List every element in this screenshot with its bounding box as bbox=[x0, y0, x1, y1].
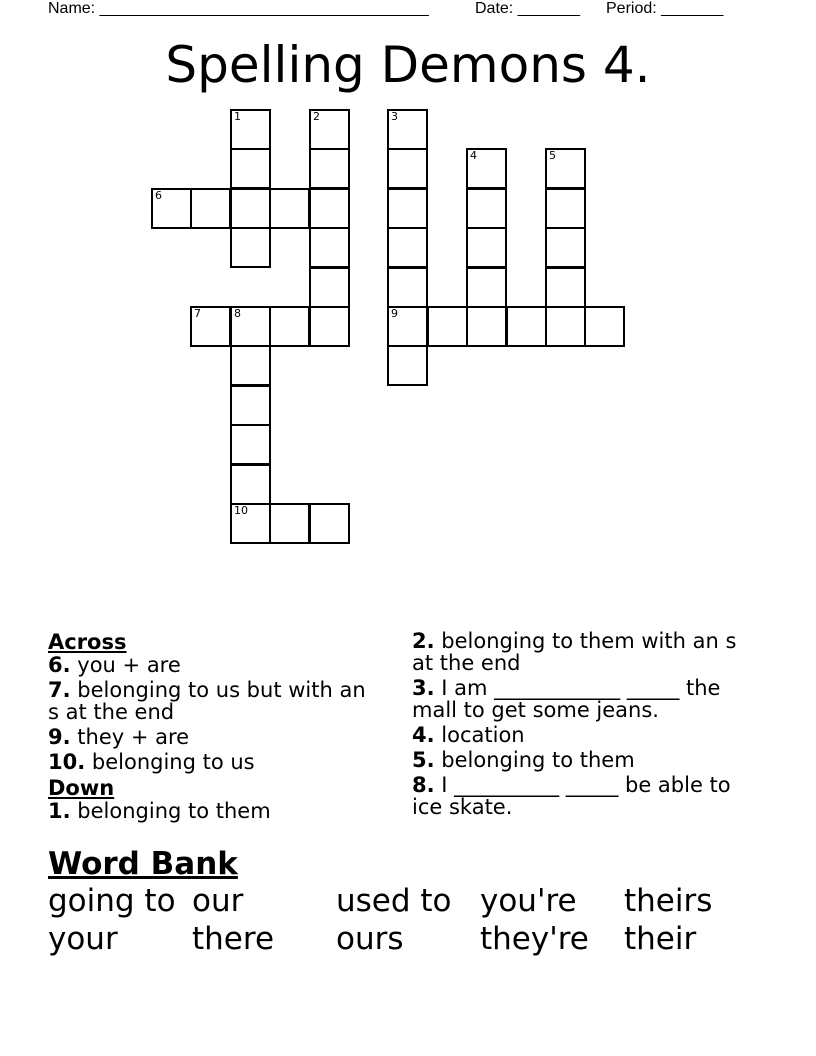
crossword-cell[interactable] bbox=[387, 227, 428, 268]
clue-number: 10. bbox=[48, 750, 86, 774]
cell-number: 1 bbox=[234, 110, 241, 123]
clue-text: I am ____________ _____ the mall to get some jeans. bbox=[412, 676, 721, 722]
crossword-cell[interactable] bbox=[427, 306, 468, 347]
clue-across-6 bbox=[48, 654, 378, 676]
crossword-cell[interactable] bbox=[230, 424, 271, 465]
date-field[interactable]: Date: _______ bbox=[475, 0, 580, 17]
crossword-cell[interactable] bbox=[466, 188, 507, 229]
crossword-cell[interactable] bbox=[545, 306, 586, 347]
cell-number: 8 bbox=[234, 307, 241, 320]
clue-down-3 bbox=[412, 677, 752, 721]
clue-text: belonging to us but with an s at the end bbox=[48, 678, 366, 724]
clues-left-column bbox=[48, 630, 378, 825]
cell-number: 2 bbox=[313, 110, 320, 123]
crossword-cell[interactable] bbox=[230, 385, 271, 426]
clue-text: belonging to them bbox=[441, 748, 635, 772]
cell-number: 5 bbox=[549, 149, 556, 162]
clue-number: 3. bbox=[412, 676, 435, 700]
crossword-cell[interactable] bbox=[545, 148, 586, 189]
crossword-cell[interactable] bbox=[230, 503, 271, 544]
clue-number: 7. bbox=[48, 678, 71, 702]
crossword-cell[interactable] bbox=[387, 267, 428, 308]
word-bank-item: their bbox=[624, 921, 697, 957]
down-heading: Down bbox=[48, 776, 115, 800]
crossword-cell[interactable] bbox=[466, 227, 507, 268]
cell-number: 4 bbox=[470, 149, 477, 162]
crossword-cell[interactable] bbox=[190, 306, 231, 347]
crossword-cell[interactable] bbox=[466, 267, 507, 308]
crossword-cell[interactable] bbox=[466, 306, 507, 347]
cell-number: 7 bbox=[194, 307, 201, 320]
clue-down-8 bbox=[412, 774, 752, 818]
crossword-cell[interactable] bbox=[309, 306, 350, 347]
word-bank-item: theirs bbox=[624, 883, 713, 919]
crossword-cell[interactable] bbox=[387, 306, 428, 347]
clue-number: 5. bbox=[412, 748, 435, 772]
clue-text: I __________ _____ be able to ice skate. bbox=[412, 773, 731, 819]
word-bank-item: you're bbox=[480, 883, 577, 919]
crossword-cell[interactable] bbox=[151, 188, 192, 229]
cell-number: 10 bbox=[234, 504, 248, 517]
crossword-cell[interactable] bbox=[545, 267, 586, 308]
crossword-cell[interactable] bbox=[269, 188, 310, 229]
word-bank-title: Word Bank bbox=[48, 846, 238, 882]
word-bank-item: used to bbox=[336, 883, 452, 919]
across-heading: Across bbox=[48, 630, 127, 654]
clue-number: 9. bbox=[48, 725, 71, 749]
crossword-cell[interactable] bbox=[545, 227, 586, 268]
crossword-cell[interactable] bbox=[387, 345, 428, 386]
word-bank-item: ours bbox=[336, 921, 404, 957]
crossword-cell[interactable] bbox=[230, 227, 271, 268]
crossword-cell[interactable] bbox=[309, 188, 350, 229]
crossword-cell[interactable] bbox=[466, 148, 507, 189]
crossword-cell[interactable] bbox=[269, 306, 310, 347]
clue-number: 8. bbox=[412, 773, 435, 797]
crossword-cell[interactable] bbox=[545, 188, 586, 229]
clues-right-column bbox=[412, 630, 752, 821]
clue-text: location bbox=[441, 723, 525, 747]
clue-number: 6. bbox=[48, 653, 71, 677]
crossword-cell[interactable] bbox=[387, 109, 428, 150]
clue-across-7 bbox=[48, 679, 378, 723]
clue-down-5 bbox=[412, 749, 752, 771]
crossword-cell[interactable] bbox=[387, 148, 428, 189]
crossword-cell[interactable] bbox=[309, 227, 350, 268]
clue-across-10 bbox=[48, 751, 378, 773]
clue-down-4 bbox=[412, 724, 752, 746]
clue-number: 1. bbox=[48, 799, 71, 823]
crossword-cell[interactable] bbox=[230, 464, 271, 505]
clue-text: belonging to them bbox=[77, 799, 271, 823]
crossword-cell[interactable] bbox=[506, 306, 547, 347]
period-field[interactable]: Period: _______ bbox=[606, 0, 724, 17]
clue-number: 4. bbox=[412, 723, 435, 747]
name-field[interactable]: Name: _____________________________________ bbox=[48, 0, 429, 17]
crossword-cell[interactable] bbox=[230, 109, 271, 150]
page-title: Spelling Demons 4. bbox=[165, 36, 651, 94]
crossword-cell[interactable] bbox=[230, 306, 271, 347]
word-bank-item: going to bbox=[48, 883, 176, 919]
word-bank-item: there bbox=[192, 921, 275, 957]
crossword-cell[interactable] bbox=[309, 267, 350, 308]
crossword-cell[interactable] bbox=[309, 148, 350, 189]
crossword-cell[interactable] bbox=[190, 188, 231, 229]
crossword-cell[interactable] bbox=[584, 306, 625, 347]
word-bank-item: your bbox=[48, 921, 118, 957]
word-bank-item: they're bbox=[480, 921, 589, 957]
crossword-cell[interactable] bbox=[230, 345, 271, 386]
clue-down-2 bbox=[412, 630, 752, 674]
clue-text: belonging to us bbox=[91, 750, 255, 774]
cell-number: 6 bbox=[155, 189, 162, 202]
word-bank-item: our bbox=[192, 883, 244, 919]
clue-text: you + are bbox=[77, 653, 181, 677]
crossword-cell[interactable] bbox=[387, 188, 428, 229]
clue-text: they + are bbox=[77, 725, 190, 749]
cell-number: 3 bbox=[391, 110, 398, 123]
clue-number: 2. bbox=[412, 629, 435, 653]
crossword-cell[interactable] bbox=[230, 148, 271, 189]
cell-number: 9 bbox=[391, 307, 398, 320]
clue-text: belonging to them with an s at the end bbox=[412, 629, 737, 675]
crossword-cell[interactable] bbox=[269, 503, 310, 544]
crossword-cell[interactable] bbox=[309, 503, 350, 544]
clue-across-9 bbox=[48, 726, 378, 748]
crossword-cell[interactable] bbox=[230, 188, 271, 229]
crossword-cell[interactable] bbox=[309, 109, 350, 150]
clue-down-1 bbox=[48, 800, 378, 822]
